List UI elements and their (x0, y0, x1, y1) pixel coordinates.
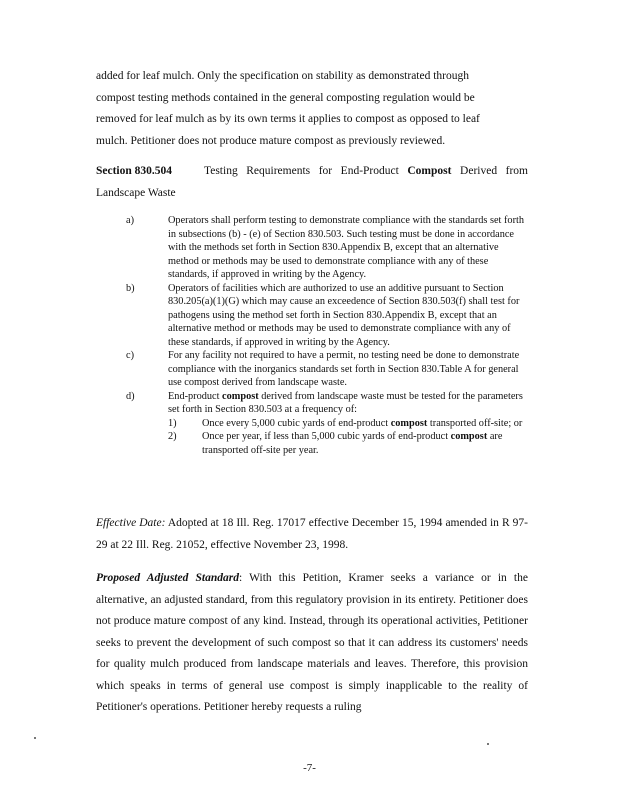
list-item (96, 282, 528, 350)
proposed-standard-paragraph (96, 568, 528, 719)
list-item (96, 214, 528, 282)
item-text-bold: compost (222, 390, 259, 402)
intro-line: removed for leaf mulch as by its own terms it applies to compost as opposed to leaf (96, 113, 480, 125)
subitem-text-part: Once every 5,000 cubic yards of end-product (202, 417, 391, 429)
item-marker: a) (126, 215, 134, 226)
proposed-standard-label: Proposed Adjusted Standard (96, 572, 239, 584)
list-item (96, 349, 528, 390)
item-text (168, 390, 528, 458)
item-marker: d) (126, 390, 135, 402)
subitem-text-part: are transported off-site per year. (202, 431, 503, 456)
item-text: Operators of facilities which are authorized to use an additive pursuant to Section 830.205(a)(1)(G) which may cause an exceedence of Section 830.503(f) shall test for pathogens using the method set forth in Section 830.Appendix B, except that an alternative method or methods may be used to demonstrate compliance with any of these standards, if approved in writing by the Agency. (168, 282, 520, 348)
sub-list-item (168, 430, 528, 457)
section-title-part: Derived from Landscape Waste (96, 165, 528, 199)
sub-list-item (168, 417, 528, 431)
subitem-marker: 2) (168, 431, 177, 442)
section-title-bold: Compost (407, 165, 452, 177)
section-heading (96, 161, 528, 204)
scan-speck (34, 737, 36, 739)
subitem-text-part: transported off-site; or (427, 417, 523, 429)
proposed-standard-text: : With this Petition, Kramer seeks a variance or in the alternative, an adjusted standard, from this regulatory provision in its entirety. Petitioner does not produce mature compost of any kind. Instead, through its operational activities, Petitioner seeks to prevent the development of such compost so that it can address its customers' needs for quality mulch produced from landscape materials and leaves. Therefore, this provision which speaks in terms of general use compost is simply inapplicable to the reality of Petitioner's operations. Petitioner hereby requests a ruling (96, 572, 528, 713)
section-number: Section 830.504 (96, 165, 173, 177)
section-title-part: Testing Requirements for End-Product (204, 165, 408, 177)
item-text: Operators shall perform testing to demonstrate compliance with the standards set forth in subsections (b) - (e) of Section 830.503. Such testing must be done in accordance with the methods set forth in Section 830.Appendix B, except that an alternative method or methods may be used to demonstrate compliance with any of these standards, if approved in writing by the Agency. (168, 215, 525, 280)
requirements-list (96, 214, 528, 457)
item-marker: c) (126, 350, 134, 361)
subitem-text-bold: compost (390, 417, 428, 429)
item-text-part: derived from landscape waste must be tested for the parameters set forth in Section 830.503 at a frequency of: (168, 390, 523, 415)
effective-date-text: Adopted at 18 Ill. Reg. 17017 effective December 15, 1994 amended in R 97-29 at 22 Ill. Reg. 21052, effective November 23, 1998. (96, 517, 529, 551)
scan-speck (487, 743, 489, 745)
subitem-text (202, 430, 528, 457)
effective-date-paragraph (96, 513, 528, 556)
list-item (96, 390, 528, 458)
item-text: For any facility not required to have a permit, no testing need be done to demonstrate compliance with the inorganics standards set forth in Section 830.Table A for general use compost derived from landscape waste. (168, 350, 520, 388)
intro-paragraph (96, 66, 528, 152)
effective-date-label: Effective Date: (96, 517, 166, 529)
subitem-marker: 1) (168, 417, 177, 429)
intro-line: compost testing methods contained in the general composting regulation would be (96, 91, 475, 104)
subitem-text-bold: compost (450, 431, 488, 442)
page-number: -7- (303, 762, 316, 774)
item-text-part: End-product (168, 390, 223, 402)
item-marker: b) (126, 282, 135, 294)
intro-line: added for leaf mulch. Only the specification on stability as demonstrated through (96, 70, 470, 82)
subitem-text-part: Once per year, if less than 5,000 cubic yards of end-product (202, 431, 451, 442)
intro-line: mulch. Petitioner does not produce mature compost as previously reviewed. (96, 134, 446, 147)
subitem-text (202, 417, 528, 431)
